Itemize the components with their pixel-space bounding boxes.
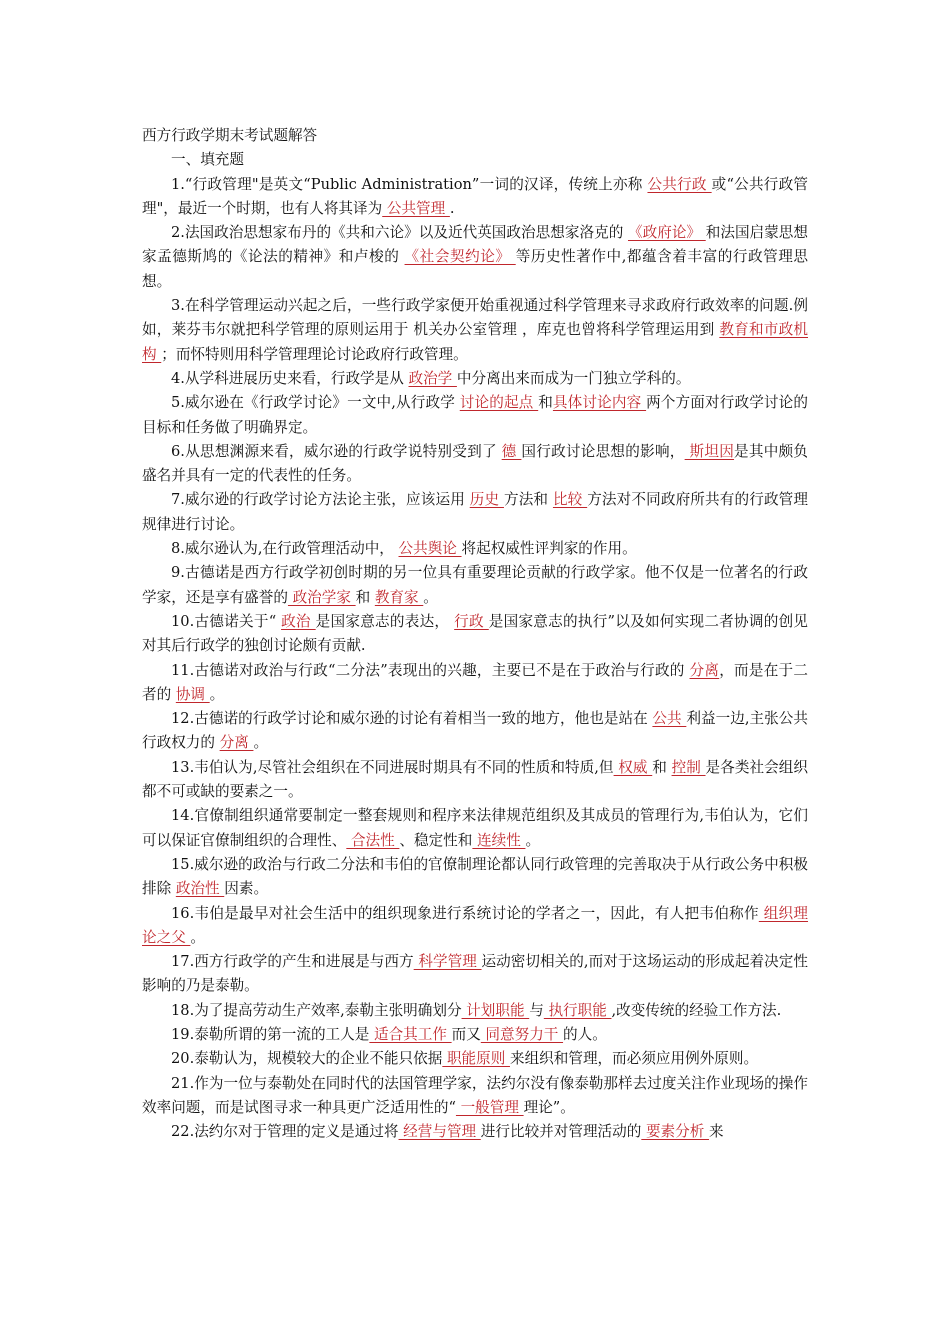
answer-blank: 要素分析 [641,1123,709,1141]
question-text: 是各类社会组织都不可或缺的要素之一。 [142,758,808,801]
question-item [142,294,808,367]
answer-blank: 同意努力干 [480,1025,564,1043]
answer-blank: 协调 [175,685,210,703]
answer-blank: 政治性 [175,880,225,898]
answer-blank: 比较 [552,491,588,509]
question-text: 是国家意志的表达， [315,612,455,630]
answer-blank: 科学管理 [413,953,482,971]
question-text: 运动密切相关的,而对于这场运动的形成起着决定性影响的乃是泰勒。 [142,953,808,995]
answer-blank: 控制 [671,758,706,776]
question-text: 15.威尔逊的政治与行政二分法和韦伯的官僚制理论都认同行政管理的完善取决于从行政公务中积极排除 [142,855,808,898]
question-text: 与 [529,1001,544,1019]
question-text: 2.法国政治思想家布丹的《共和六论》以及近代英国政治思想家洛克的 [171,224,628,242]
question-item [142,561,808,610]
question-text: 方法对不同政府所共有的行政管理规律进行讨论。 [142,491,809,533]
answer-blank: 公共舆论 [398,540,462,558]
answer-blank: 分离 [689,661,720,679]
question-text: 。 [253,734,269,752]
question-text: 来组织和管理，而必须应用例外原则。 [509,1050,759,1068]
question-item [142,853,808,902]
question-text: 和 [538,394,553,412]
question-text: 和法国启蒙思想家孟德斯鸠的《论法的精神》和卢梭的 [142,224,808,266]
question-text: 22.法约尔对于管理的定义是通过将 [171,1123,399,1141]
question-text: 方法和 [503,491,553,509]
answer-blank: 公共行政 [647,175,712,193]
question-text: 因素。 [224,880,269,898]
question-text: 来 [708,1123,724,1141]
question-text: 19.泰勒所谓的第一流的工人是 [171,1025,370,1043]
question-text: 4.从学科进展历史来看，行政学是从 [171,369,409,387]
answer-blank: 经营与管理 [398,1123,481,1141]
question-text: 中分离出来而成为一门独立学科的。 [456,369,691,387]
question-text: 进行比较并对管理活动的 [480,1123,642,1141]
question-item [142,610,808,659]
question-text: 是其中颇负盛名并具有一定的代表性的任务。 [142,442,808,485]
question-text: 利益一边,主张公共行政权力的 [142,710,809,752]
question-text: ，而是在于二者的 [142,661,808,703]
answer-blank: 分离 [219,734,254,752]
document-body [142,124,808,1144]
question-text: 和 [652,758,672,776]
question-text: 14.官僚制组织通常要制定一整套规则和程序来法律规范组织及其成员的管理行为,韦伯认为，它们可以保证官僚制组织的合理性、 [142,807,808,849]
answer-blank: 连续性 [472,831,526,849]
question-text: ,改变传统的经验工作方法. [611,1001,782,1019]
question-text: 12.古德诺的行政学讨论和威尔逊的讨论有着相当一致的地方，他也是站在 [171,710,653,728]
question-item [142,440,808,489]
question-item [142,488,808,537]
question-item [142,367,808,391]
document-title: 西方行政学期末考试题解答 [142,127,318,144]
answer-blank: 斯坦因 [684,442,735,460]
question-list [142,173,808,1145]
question-text: 8.威尔逊认为,在行政管理活动中， [171,540,399,558]
question-text: 10.古德诺关于“ [171,612,282,630]
question-item [142,707,808,756]
question-item [142,1120,808,1144]
answer-blank: 职能原则 [442,1050,510,1068]
question-item [142,950,808,999]
answer-blank: 政治 [281,612,316,630]
answer-blank: 执行职能 [543,1001,612,1019]
question-text: 。 [525,831,541,849]
question-item [142,391,808,440]
answer-blank: 计划职能 [461,1001,530,1019]
question-text: 1.“行政管理"是英文“Public Administration”一词的汉译，传统上亦称 [171,175,648,193]
question-text: 。 [209,685,225,703]
answer-blank: 合法性 [346,831,400,849]
question-item [142,537,808,561]
question-text: 17.西方行政学的产生和进展是与西方 [171,953,414,971]
question-text: 是国家意志的执行”以及如何实现二者协调的创见对其后行政学的独创讨论颇有贡献. [142,612,809,655]
question-text: 、稳定性和 [399,831,473,849]
question-text: 16.韦伯是最早对社会生活中的组织现象进行系统讨论的学者之一，因此，有人把韦伯称作 [171,904,759,922]
answer-blank: 政治学 [408,369,457,387]
answer-blank: 政治学家 [287,588,356,606]
question-text: 或“公共行政管理"，最近一个时期，也有人将其译为 [142,175,809,217]
answer-blank: 权威 [613,758,653,776]
question-item [142,221,808,294]
question-text: 。 [190,928,206,946]
answer-blank: 适合其工作 [369,1025,452,1043]
question-item [142,1047,808,1071]
answer-blank: 历史 [469,491,504,509]
question-item [142,659,808,708]
answer-blank: 一般管理 [455,1098,524,1116]
question-item [142,756,808,805]
question-text: 将起权威性评判家的作用。 [461,540,637,558]
question-item [142,1023,808,1047]
question-text: 6.从思想渊源来看，威尔逊的行政学说特别受到了 [171,442,502,460]
question-text: 理论”。 [523,1098,575,1116]
question-text: 13.韦伯认为,尽管社会组织在不同进展时期具有不同的性质和特质,但 [171,758,614,776]
question-text: 而又 [451,1025,481,1043]
answer-blank: 组织理论之父 [142,904,809,946]
question-text: 3.在科学管理运动兴起之后，一些行政学家便开始重视通过科学管理来寻求政府行政效率的问题.例如，莱芬韦尔就把科学管理的原则运用于 机关办公室管理 ，库克也曾将科学管理运用到 [142,297,808,339]
section-heading: 一、填充题 [171,151,244,169]
question-item [142,173,808,222]
question-text: ；而怀特则用科学管理理论讨论政府行政管理。 [161,345,468,363]
answer-blank: 公共管理 [382,199,450,217]
question-item [142,1072,808,1121]
answer-blank: 教育家 [374,588,424,606]
question-text: 和 [355,588,375,606]
answer-blank: 《政府论》 [627,224,706,242]
question-text: 21.作为一位与泰勒处在同时代的法国管理学家，法约尔没有像泰勒那样去过度关注作业现场的操作效率问题，而是试图寻求一种具更广泛适用性的“ [142,1074,808,1116]
question-text: 5.威尔逊在《行政学讨论》一文中,从行政学 [171,394,460,412]
answer-blank: 讨论的起点 [459,394,539,412]
question-text: 等历史性著作中,都蕴含着丰富的行政管理思想。 [142,248,808,290]
question-item [142,999,808,1023]
question-text: 国行政讨论思想的影响， [521,442,685,460]
question-text: 20.泰勒认为，规模较大的企业不能只依据 [171,1050,443,1068]
question-text: 11.古德诺对政治与行政“二分法”表现出的兴趣，主要已不是在于政治与行政的 [171,661,690,679]
answer-blank: 《社会契约论》 [404,248,516,266]
question-text: 18.为了提高劳动生产效率,泰勒主张明确划分 [171,1001,462,1019]
answer-blank: 公共 [652,710,687,728]
question-text: 的人。 [563,1025,607,1043]
question-text: 两个方面对行政学讨论的目标和任务做了明确界定。 [142,394,808,436]
answer-blank: 行政 [454,612,489,630]
question-text: . [449,199,455,217]
question-item [142,804,808,853]
answer-blank: 教育和市政机构 [142,321,808,363]
answer-blank: 德 [501,442,522,460]
question-item [142,902,808,951]
question-text: 9.古德诺是西方行政学初创时期的另一位具有重要理论贡献的行政学家。他不仅是一位著名的行政学家，还是享有盛誉的 [142,564,808,606]
question-text: 。 [423,588,438,606]
answer-blank: 具体讨论内容 [552,394,647,412]
question-text: 7.威尔逊的行政学讨论方法论主张，应该运用 [171,491,470,509]
